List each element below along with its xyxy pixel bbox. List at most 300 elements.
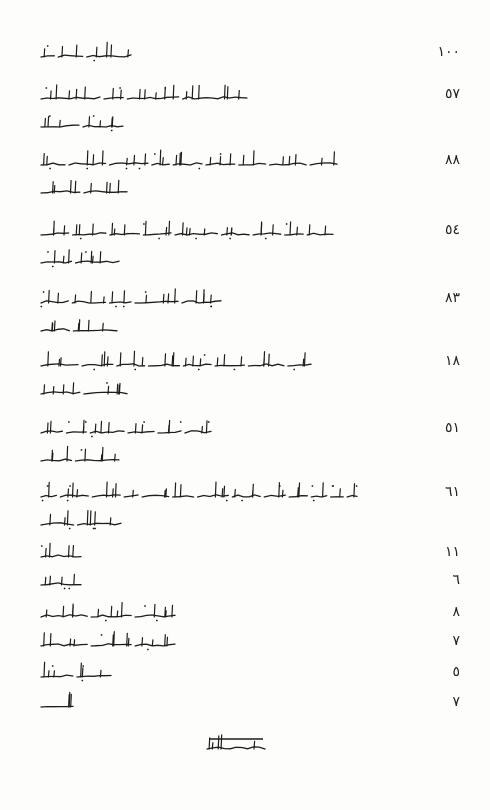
script-stroke xyxy=(75,460,119,461)
script-stroke xyxy=(210,158,211,166)
script-stroke xyxy=(110,518,111,525)
entry-text-line xyxy=(40,44,130,62)
script-stroke xyxy=(78,523,121,525)
entry-number: ٦ xyxy=(452,572,460,588)
script-stroke xyxy=(104,352,105,366)
script-stroke xyxy=(224,355,225,366)
script-stroke xyxy=(71,181,72,193)
script-dot xyxy=(80,238,82,240)
script-stroke xyxy=(207,747,265,749)
script-stroke xyxy=(310,163,337,165)
script-stroke xyxy=(156,93,157,99)
script-stroke xyxy=(204,294,205,303)
script-dot xyxy=(85,421,87,423)
script-stroke xyxy=(48,352,49,366)
script-stroke xyxy=(227,228,228,235)
script-stroke xyxy=(41,97,100,99)
script-stroke xyxy=(45,577,46,585)
script-stroke xyxy=(56,85,57,99)
script-dot xyxy=(64,588,66,590)
script-stroke xyxy=(165,635,166,646)
script-stroke xyxy=(81,663,82,677)
script-stroke xyxy=(41,329,69,331)
script-stroke xyxy=(241,357,242,366)
script-stroke xyxy=(119,385,120,394)
script-stroke xyxy=(91,251,92,263)
script-stroke xyxy=(325,226,326,235)
script-stroke xyxy=(109,423,110,433)
handwritten-script xyxy=(40,544,80,562)
script-dot xyxy=(101,634,103,636)
script-dot xyxy=(115,306,117,308)
script-stroke xyxy=(75,261,119,263)
script-stroke xyxy=(74,640,75,646)
script-stroke xyxy=(334,152,335,165)
script-stroke xyxy=(76,45,77,57)
script-stroke xyxy=(73,330,117,331)
script-stroke xyxy=(44,385,45,394)
script-stroke xyxy=(112,223,113,235)
script-stroke xyxy=(91,644,131,646)
script-stroke xyxy=(107,42,108,57)
entry-text-line xyxy=(40,180,126,198)
script-stroke xyxy=(73,233,106,235)
script-dot xyxy=(208,421,210,423)
script-dot xyxy=(68,588,70,590)
script-stroke xyxy=(79,320,80,331)
entry-text-line xyxy=(40,694,72,712)
script-dot xyxy=(158,238,160,240)
script-stroke xyxy=(47,156,48,165)
script-stroke xyxy=(273,225,274,235)
script-stroke xyxy=(215,365,244,366)
script-stroke xyxy=(85,87,86,99)
script-stroke xyxy=(74,574,75,585)
script-dot xyxy=(93,528,95,530)
script-stroke xyxy=(41,163,65,165)
script-stroke xyxy=(96,47,97,57)
script-dot xyxy=(69,485,71,487)
script-stroke xyxy=(146,295,147,303)
script-stroke xyxy=(181,152,182,165)
script-dot xyxy=(86,168,88,170)
script-stroke xyxy=(166,489,167,497)
script-stroke xyxy=(93,224,94,235)
entry-number: ١١ xyxy=(444,544,460,560)
script-stroke xyxy=(124,495,138,497)
script-stroke xyxy=(107,482,108,497)
script-stroke xyxy=(48,671,49,677)
script-stroke xyxy=(46,549,47,558)
script-stroke xyxy=(169,221,170,235)
script-stroke xyxy=(227,87,228,99)
handwritten-script xyxy=(40,290,220,308)
script-stroke xyxy=(85,449,86,461)
script-stroke xyxy=(225,85,226,99)
script-dot xyxy=(220,153,222,155)
script-stroke xyxy=(47,423,48,433)
script-stroke xyxy=(58,293,59,303)
script-stroke xyxy=(165,87,166,99)
script-stroke xyxy=(248,364,283,366)
script-stroke xyxy=(41,675,73,677)
script-stroke xyxy=(200,359,201,366)
script-stroke xyxy=(44,662,45,677)
script-stroke xyxy=(127,633,128,646)
script-stroke xyxy=(69,546,70,557)
script-stroke xyxy=(124,225,125,235)
script-stroke xyxy=(81,253,82,263)
script-stroke xyxy=(84,392,127,394)
script-stroke xyxy=(142,358,143,366)
script-dot xyxy=(210,306,212,308)
script-stroke xyxy=(231,228,232,235)
script-stroke xyxy=(115,454,116,461)
script-stroke xyxy=(93,155,94,165)
script-stroke xyxy=(95,512,96,525)
handwritten-script xyxy=(40,484,356,502)
entry-text-line xyxy=(40,250,118,268)
script-dot xyxy=(119,87,121,89)
script-stroke xyxy=(127,97,178,99)
script-stroke xyxy=(111,606,112,617)
script-stroke xyxy=(168,294,169,303)
script-stroke xyxy=(165,354,166,366)
script-stroke xyxy=(98,609,99,617)
script-stroke xyxy=(173,163,202,165)
script-stroke xyxy=(149,364,180,366)
script-dot xyxy=(198,168,200,170)
script-stroke xyxy=(204,229,205,235)
entry-text-line xyxy=(40,290,220,308)
script-dot xyxy=(47,251,49,253)
script-stroke xyxy=(322,158,323,165)
script-stroke xyxy=(41,392,80,394)
script-dot xyxy=(229,238,231,240)
script-dot xyxy=(81,680,83,682)
script-stroke xyxy=(41,615,87,617)
script-stroke xyxy=(289,157,290,166)
script-stroke xyxy=(253,233,281,235)
script-stroke xyxy=(117,364,145,366)
script-dot xyxy=(106,382,108,384)
script-stroke xyxy=(120,353,121,366)
script-dot xyxy=(154,153,156,155)
script-stroke xyxy=(172,605,173,617)
entry-text-line xyxy=(40,152,336,170)
script-stroke xyxy=(113,635,114,646)
page-footer-title xyxy=(205,734,267,754)
script-stroke xyxy=(299,483,300,497)
handwritten-script xyxy=(40,694,72,712)
script-stroke xyxy=(127,158,128,165)
handwritten-script xyxy=(40,448,118,466)
script-dot xyxy=(93,115,95,117)
script-stroke xyxy=(63,606,64,617)
entry-text-line xyxy=(40,381,126,399)
entry-text-line xyxy=(40,572,80,590)
script-dot xyxy=(43,291,45,293)
script-stroke xyxy=(173,353,174,366)
script-dot xyxy=(93,369,95,371)
script-dot xyxy=(47,45,49,47)
script-stroke xyxy=(117,611,118,617)
script-stroke xyxy=(75,295,76,303)
script-stroke xyxy=(282,490,283,497)
script-stroke xyxy=(100,252,101,263)
script-stroke xyxy=(186,358,187,366)
script-stroke xyxy=(211,295,212,303)
script-stroke xyxy=(41,301,68,303)
entry-text-line xyxy=(40,114,122,132)
script-stroke xyxy=(264,352,265,366)
script-stroke xyxy=(73,383,74,394)
entry-text-line xyxy=(40,633,174,651)
script-stroke xyxy=(110,302,131,303)
script-stroke xyxy=(59,359,60,366)
handwritten-script xyxy=(40,114,122,132)
script-dot xyxy=(105,620,107,622)
script-stroke xyxy=(311,496,326,497)
script-stroke xyxy=(50,634,51,646)
script-stroke xyxy=(165,490,166,497)
script-dot xyxy=(147,649,149,651)
script-dot xyxy=(41,545,43,547)
script-stroke xyxy=(185,431,211,433)
script-stroke xyxy=(230,154,231,165)
script-stroke xyxy=(169,421,170,434)
script-stroke xyxy=(140,90,141,100)
script-stroke xyxy=(41,555,81,557)
entry-number: ٧ xyxy=(452,633,460,649)
script-stroke xyxy=(108,386,109,394)
script-stroke xyxy=(269,354,270,366)
script-stroke xyxy=(142,638,143,646)
script-dot xyxy=(312,485,314,487)
script-dot xyxy=(279,485,281,487)
script-stroke xyxy=(183,223,184,235)
script-stroke xyxy=(112,118,113,127)
script-stroke xyxy=(41,56,54,57)
script-stroke xyxy=(41,523,74,525)
handwritten-script xyxy=(40,180,126,198)
script-stroke xyxy=(212,743,213,749)
script-stroke xyxy=(41,431,62,433)
script-dot xyxy=(69,528,71,530)
script-stroke xyxy=(297,227,298,235)
script-stroke xyxy=(44,633,45,646)
script-stroke xyxy=(102,151,103,165)
handwritten-script xyxy=(40,353,310,371)
script-stroke xyxy=(51,91,52,99)
script-stroke xyxy=(54,186,55,193)
handwritten-script xyxy=(40,86,246,104)
script-stroke xyxy=(102,448,103,462)
script-dot xyxy=(143,421,145,423)
script-stroke xyxy=(67,446,68,461)
script-stroke xyxy=(103,323,104,331)
script-dot xyxy=(332,485,334,487)
script-stroke xyxy=(111,45,112,57)
script-stroke xyxy=(142,425,143,433)
script-stroke xyxy=(95,424,96,433)
script-dot xyxy=(145,291,147,293)
script-stroke xyxy=(64,226,65,235)
entry-text-line xyxy=(40,420,210,438)
script-stroke xyxy=(79,225,80,235)
script-stroke xyxy=(218,736,219,749)
script-stroke xyxy=(134,156,135,166)
script-stroke xyxy=(65,518,66,525)
script-stroke xyxy=(88,320,89,331)
script-dot xyxy=(67,500,69,502)
handwritten-script xyxy=(40,250,118,268)
script-stroke xyxy=(166,228,167,236)
script-stroke xyxy=(53,182,54,193)
script-stroke xyxy=(167,637,168,646)
script-stroke xyxy=(290,222,291,235)
script-stroke xyxy=(135,301,178,303)
script-stroke xyxy=(303,359,304,366)
script-stroke xyxy=(48,117,49,127)
script-stroke xyxy=(50,576,51,585)
script-stroke xyxy=(63,385,64,394)
script-stroke xyxy=(52,323,53,331)
script-stroke xyxy=(193,356,194,366)
entry-number: ٨٣ xyxy=(444,290,460,306)
script-dot xyxy=(81,449,83,451)
script-stroke xyxy=(76,225,77,235)
handwritten-script xyxy=(40,572,80,590)
script-stroke xyxy=(163,294,164,303)
script-stroke xyxy=(112,292,113,303)
script-stroke xyxy=(186,92,187,99)
script-stroke xyxy=(54,251,55,263)
script-dot xyxy=(52,266,54,268)
entry-text-line xyxy=(40,604,174,622)
script-stroke xyxy=(298,488,299,497)
entry-text-line xyxy=(40,512,120,530)
script-stroke xyxy=(100,121,101,127)
script-stroke xyxy=(135,615,175,617)
entry-text-line xyxy=(40,664,110,682)
script-stroke xyxy=(41,644,87,646)
script-stroke xyxy=(124,291,125,303)
script-dot xyxy=(156,620,158,622)
script-stroke xyxy=(175,289,176,303)
script-stroke xyxy=(101,421,102,433)
script-stroke xyxy=(128,432,154,434)
script-stroke xyxy=(54,321,55,331)
script-dot xyxy=(234,369,236,371)
script-stroke xyxy=(199,86,200,100)
script-stroke xyxy=(50,543,51,557)
script-stroke xyxy=(180,485,181,497)
script-stroke xyxy=(61,358,62,366)
script-stroke xyxy=(110,184,111,194)
script-dot xyxy=(40,306,42,308)
entry-number: ١٨ xyxy=(444,353,460,369)
script-stroke xyxy=(87,55,131,57)
entry-text-line xyxy=(40,86,246,104)
script-stroke xyxy=(270,163,306,165)
script-stroke xyxy=(196,291,197,303)
script-stroke xyxy=(114,229,115,235)
script-stroke xyxy=(62,47,63,58)
script-stroke xyxy=(221,233,249,235)
script-stroke xyxy=(91,292,92,304)
script-stroke xyxy=(93,256,94,263)
script-stroke xyxy=(46,610,47,617)
script-stroke xyxy=(121,90,122,99)
script-dot xyxy=(123,306,125,308)
script-stroke xyxy=(183,364,211,366)
script-stroke xyxy=(60,495,88,497)
script-stroke xyxy=(154,605,155,618)
script-stroke xyxy=(117,384,118,394)
script-stroke xyxy=(107,357,108,366)
script-stroke xyxy=(41,191,80,193)
script-stroke xyxy=(44,49,45,57)
script-stroke xyxy=(75,181,76,193)
script-dot xyxy=(94,528,96,530)
script-stroke xyxy=(101,455,102,461)
handwritten-script xyxy=(40,152,336,170)
script-stroke xyxy=(135,424,136,433)
script-stroke xyxy=(180,153,181,165)
entry-number: ٥٧ xyxy=(444,86,460,102)
script-stroke xyxy=(261,224,262,236)
script-stroke xyxy=(76,89,77,99)
script-dot xyxy=(68,421,70,423)
script-dot xyxy=(93,60,95,62)
entry-text-line xyxy=(40,318,116,336)
script-stroke xyxy=(176,156,177,166)
script-stroke xyxy=(82,364,113,366)
handwritten-script xyxy=(40,318,116,336)
script-stroke xyxy=(279,483,280,497)
script-stroke xyxy=(50,514,51,525)
script-stroke xyxy=(113,89,114,100)
script-stroke xyxy=(102,355,103,366)
script-stroke xyxy=(175,483,176,497)
script-stroke xyxy=(288,364,311,366)
script-dot xyxy=(85,251,87,253)
script-stroke xyxy=(83,427,84,433)
handwritten-script xyxy=(40,222,332,240)
script-stroke xyxy=(50,421,51,433)
script-dot xyxy=(126,168,128,170)
script-stroke xyxy=(307,233,333,235)
entry-number: ٥ xyxy=(452,664,460,680)
script-stroke xyxy=(347,496,357,498)
script-stroke xyxy=(309,225,310,235)
script-stroke xyxy=(73,483,74,497)
script-dot xyxy=(180,421,182,423)
script-stroke xyxy=(165,607,166,617)
script-stroke xyxy=(128,638,129,646)
script-stroke xyxy=(70,639,71,646)
script-stroke xyxy=(109,163,147,165)
script-stroke xyxy=(69,695,70,707)
script-stroke xyxy=(143,233,171,235)
script-stroke xyxy=(62,577,63,585)
handwritten-script xyxy=(40,512,120,530)
entry-number: ١٠٠ xyxy=(437,44,460,60)
script-stroke xyxy=(82,668,83,677)
script-dot xyxy=(286,223,288,225)
script-dot xyxy=(49,168,51,170)
